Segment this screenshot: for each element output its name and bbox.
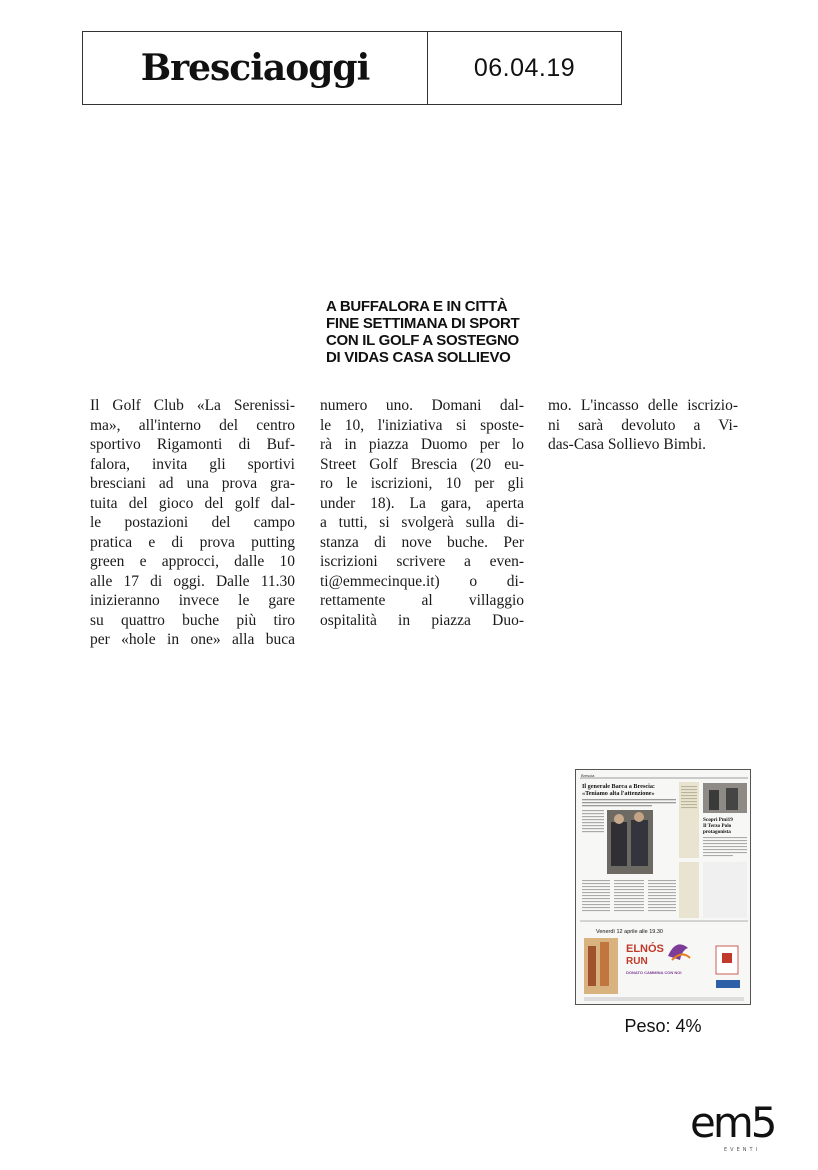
masthead: Bresciaoggi: [140, 47, 370, 89]
thumb-headline-line: Il generale Barca a Brescia:: [582, 783, 655, 790]
date-cell: [428, 32, 621, 104]
headline-line: CON IL GOLF A SOSTEGNO: [326, 332, 519, 349]
thumb-ad-line: Venerdì 12 aprile alle 19.30: [596, 929, 663, 935]
headline-line: FINE SETTIMANA DI SPORT: [326, 315, 520, 332]
page-thumbnail-image: [576, 770, 751, 1005]
text-line: numero uno. Domani dal-: [320, 397, 524, 414]
publication-date: 06.04.19: [473, 53, 576, 82]
headline-line: DI VIDAS CASA SOLLIEVO: [326, 349, 511, 366]
text-line: mo. L'incasso delle iscrizio-: [548, 397, 738, 414]
text-line: su quattro buche più tiro: [90, 611, 295, 629]
text-line: le 10, l'iniziativa si sposte-: [320, 416, 524, 434]
text-line: green e approcci, dalle 10: [90, 553, 295, 570]
thumb-side-title: Scopri Pmi19: [703, 817, 733, 823]
text-line: ti@emmecinque.it) o di-: [320, 572, 524, 590]
text-line: rà in piazza Duomo per lo: [320, 436, 524, 453]
text-line: a tutti, si svolgerà sulla di-: [320, 514, 524, 531]
text-line: iscrizioni scrivere a even-: [320, 553, 524, 570]
em5-logo: [688, 1095, 798, 1153]
text-line: tuita del gioco del golf dal-: [90, 494, 295, 512]
thumb-ad-brand-2: RUN: [626, 956, 648, 967]
thumb-side-line: protagonista: [703, 829, 731, 835]
thumb-ad-brand: ELNÓS: [626, 943, 664, 955]
text-line: inizieranno invece le gare: [90, 592, 295, 609]
text-line: under 18). La gara, aperta: [320, 494, 524, 512]
text-line: per «hole in one» alla buca: [90, 631, 295, 648]
text-line: ma», all'interno del centro: [90, 416, 295, 434]
text-line: Street Golf Brescia (20 eu-: [320, 455, 524, 473]
text-line: ni sarà devoluto a Vi-: [548, 416, 738, 434]
article-column-3: [548, 396, 738, 455]
thumb-kicker: Brescia: [581, 773, 595, 778]
text-line: pratica e di prova putting: [90, 533, 295, 551]
article-headline: [326, 298, 546, 366]
text-line: le postazioni del campo: [90, 514, 295, 531]
thumb-side-line: Il Terzo Polo: [703, 823, 732, 829]
page-thumbnail: [575, 769, 751, 1005]
text-line: bresciani ad una prova gra-: [90, 475, 295, 492]
logo-mark: em5: [690, 1098, 775, 1147]
text-line: das-Casa Sollievo Bimbi.: [548, 436, 707, 453]
text-line: falora, invita gli sportivi: [90, 455, 295, 473]
header-box: [82, 31, 622, 105]
text-line: alle 17 di oggi. Dalle 11.30: [90, 572, 295, 590]
text-line: ro le iscrizioni, 10 per gli: [320, 475, 524, 492]
text-line: ospitalità in piazza Duo-: [320, 611, 524, 629]
page-weight-label: Peso: 4%: [624, 1016, 702, 1036]
text-line: stanza di nove buche. Per: [320, 533, 524, 551]
masthead-cell: [83, 32, 428, 104]
thumb-headline-line: «Teniamo alta l'attenzione»: [582, 790, 655, 797]
thumb-ad-caption: DONATO CAMMINA CON NOI: [626, 970, 682, 975]
text-line: Il Golf Club «La Serenissi-: [90, 397, 295, 414]
text-line: sportivo Rigamonti di Buf-: [90, 436, 295, 453]
text-line: rettamente al villaggio: [320, 592, 524, 609]
article-column-1: [90, 396, 295, 650]
logo-subtitle: EVENTI: [724, 1147, 761, 1153]
article-column-2: [320, 396, 524, 630]
headline-line: A BUFFALORA E IN CITTÀ: [326, 298, 508, 315]
